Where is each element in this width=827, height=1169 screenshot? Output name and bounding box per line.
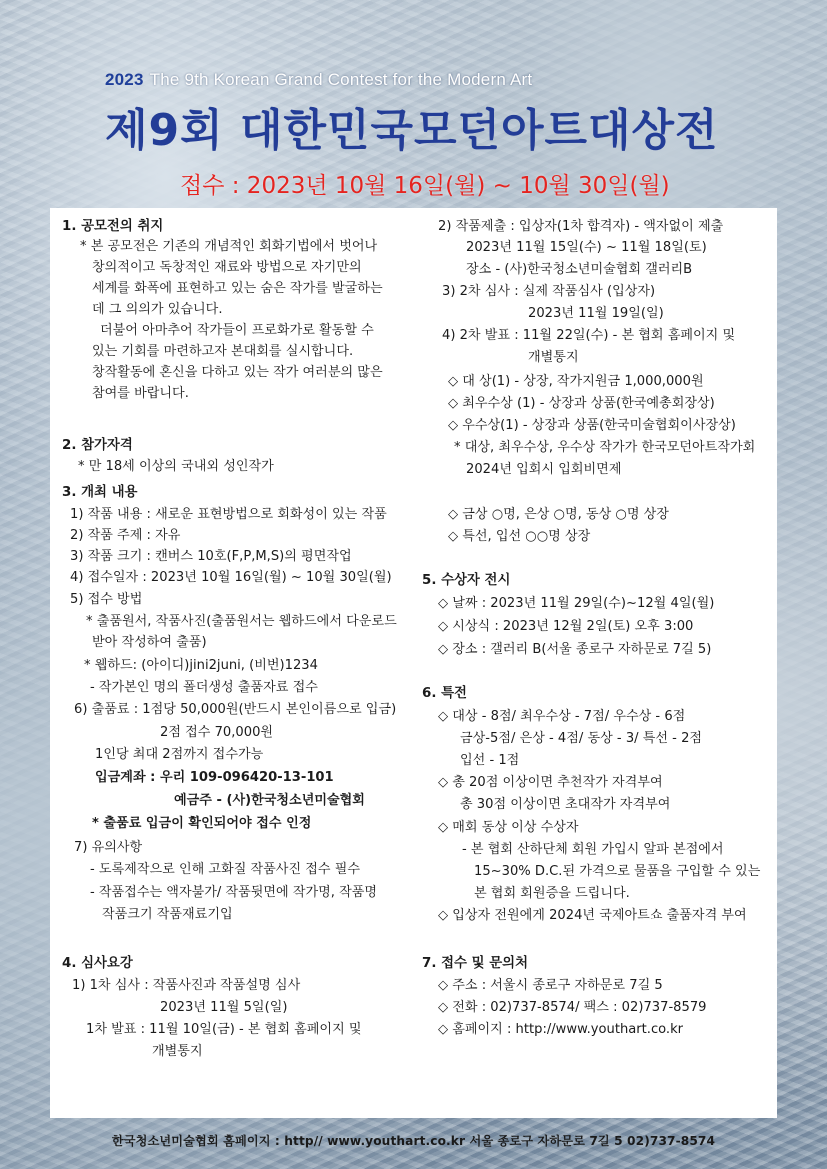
text-line: 7) 유의사항 bbox=[74, 840, 143, 855]
text-line: ◇ 우수상(1) - 상장과 상품(한국미술협회이사장상) bbox=[448, 418, 736, 433]
text-line: - 본 협회 산하단체 회원 가입시 알파 본점에서 bbox=[462, 842, 724, 857]
text-line: * 만 18세 이상의 국내외 성인작가 bbox=[78, 459, 274, 474]
text-line: ◇ 대 상(1) - 상장, 작가지원금 1,000,000원 bbox=[448, 374, 704, 389]
text-line: 2023년 11월 5일(일) bbox=[160, 1000, 288, 1015]
text-line: - 작품접수는 액자불가/ 작품뒷면에 작가명, 작품명 bbox=[90, 885, 378, 900]
section-heading: 1. 공모전의 취지 bbox=[62, 219, 164, 234]
text-line: ◇ 주소 : 서울시 종로구 자하문로 7길 5 bbox=[438, 978, 663, 993]
text-line: * 출품원서, 작품사진(출품원서는 웹하드에서 다운로드 bbox=[86, 614, 397, 629]
text-line: 데 그 의의가 있습니다. bbox=[92, 302, 223, 317]
text-line: ◇ 최우수상 (1) - 상장과 상품(한국예총회장상) bbox=[448, 396, 715, 411]
text-line: 15~30% D.C.된 가격으로 물품을 구입할 수 있는 bbox=[474, 864, 761, 879]
text-line: ◇ 장소 : 갤러리 B(서울 종로구 자하문로 7길 5) bbox=[438, 642, 712, 657]
text-line: ◇ 입상자 전원에게 2024년 국제아트쇼 출품자격 부여 bbox=[438, 908, 747, 923]
text-line: 2023년 11월 19일(일) bbox=[528, 306, 664, 321]
text-line: 개별통지 bbox=[528, 350, 579, 365]
submission-period: 접수 : 2023년 10월 16일(월) ~ 10월 30일(월) bbox=[180, 173, 670, 199]
footer-contact: 한국청소년미술협회 홈페이지 : http// www.youthart.co.kr 서울 종로구 자하문로 7길 5 02)737-8574 bbox=[111, 1134, 716, 1148]
section-heading: 5. 수상자 전시 bbox=[422, 573, 511, 588]
poster-header bbox=[0, 0, 827, 210]
subtitle-year: 2023 bbox=[105, 70, 144, 89]
text-line: ◇ 대상 - 8점/ 최우수상 - 7점/ 우수상 - 6점 bbox=[438, 709, 686, 724]
text-line: 2) 작품 주제 : 자유 bbox=[70, 528, 181, 543]
text-line: 2024년 입회시 입회비면제 bbox=[466, 462, 622, 477]
text-line: 1) 작품 내용 : 새로운 표현방법으로 회화성이 있는 작품 bbox=[70, 507, 387, 522]
text-line: 있는 기회를 마련하고자 본대회를 실시합니다. bbox=[92, 344, 354, 359]
text-line: - 작가본인 명의 폴더생성 출품자료 접수 bbox=[90, 680, 318, 695]
text-line: 세계를 화폭에 표현하고 있는 숨은 작가를 발굴하는 bbox=[92, 281, 383, 296]
text-line: - 도록제작으로 인해 고화질 작품사진 접수 필수 bbox=[90, 862, 361, 877]
text-line: 6) 출품료 : 1점당 50,000원(반드시 본인이름으로 입금) bbox=[74, 702, 397, 717]
text-line: 4) 접수일자 : 2023년 10월 16일(월) ~ 10월 30일(월) bbox=[70, 570, 392, 585]
text-line: ◇ 전화 : 02)737-8574/ 팩스 : 02)737-8579 bbox=[438, 1000, 707, 1015]
text-line: 3) 2차 심사 : 실제 작품심사 (입상자) bbox=[442, 284, 656, 299]
bank-account: 입금계좌 : 우리 109-096420-13-101 bbox=[95, 770, 334, 785]
text-line: 금상-5점/ 은상 - 4점/ 동상 - 3/ 특선 - 2점 bbox=[460, 731, 703, 746]
section-heading: 6. 특전 bbox=[422, 686, 467, 701]
text-line: 1인당 최대 2점까지 접수가능 bbox=[95, 747, 264, 762]
text-line: 3) 작품 크기 : 캔버스 10호(F,P,M,S)의 평면작업 bbox=[70, 549, 352, 564]
section-heading: 7. 접수 및 문의처 bbox=[422, 956, 529, 971]
subtitle bbox=[105, 70, 532, 90]
text-line: 작품크기 작품재료기입 bbox=[102, 907, 233, 922]
subtitle-english: The 9th Korean Grand Contest for the Modern Art bbox=[149, 70, 533, 89]
text-line: ◇ 금상 ○명, 은상 ○명, 동상 ○명 상장 bbox=[448, 507, 669, 522]
text-line: ◇ 특선, 입선 ○○명 상장 bbox=[448, 529, 591, 544]
text-line: 받아 작성하여 출품) bbox=[92, 635, 207, 650]
text-line: * 대상, 최우수상, 우수상 작가가 한국모던아트작가회 bbox=[454, 440, 756, 455]
text-line: 장소 - (사)한국청소년미술협회 갤러리B bbox=[466, 262, 693, 277]
text-line: 입선 - 1점 bbox=[460, 753, 520, 768]
section-heading: 3. 개최 내용 bbox=[62, 485, 138, 500]
text-line: 더불어 아마추어 작가들이 프로화가로 활동할 수 bbox=[100, 323, 374, 338]
text-line: 참여를 바랍니다. bbox=[92, 386, 189, 401]
text-line: 총 30점 이상이면 초대작가 자격부여 bbox=[460, 797, 671, 812]
text-line: 개별통지 bbox=[152, 1044, 203, 1059]
text-line: 1) 1차 심사 : 작품사진과 작품설명 심사 bbox=[72, 978, 301, 993]
text-line: ◇ 총 20점 이상이면 추천작가 자격부여 bbox=[438, 775, 663, 790]
text-line: 2점 접수 70,000원 bbox=[160, 725, 274, 740]
text-line: * 웹하드: (아이디)jini2juni, (비번)1234 bbox=[84, 658, 318, 673]
text-line: * 본 공모전은 기존의 개념적인 회화기법에서 벗어나 bbox=[80, 239, 378, 254]
text-line: * 출품료 입금이 확인되어야 접수 인정 bbox=[92, 816, 312, 831]
text-line: 4) 2차 발표 : 11월 22일(수) - 본 협회 홈페이지 및 bbox=[442, 328, 736, 343]
text-line: 5) 접수 방법 bbox=[70, 592, 143, 607]
text-line: 창의적이고 독창적인 재료와 방법으로 자기만의 bbox=[92, 260, 362, 275]
section-heading: 4. 심사요강 bbox=[62, 956, 133, 971]
text-line: 본 협회 회원증을 드립니다. bbox=[474, 886, 630, 901]
text-line: 1차 발표 : 11월 10일(금) - 본 협회 홈페이지 및 bbox=[86, 1022, 362, 1037]
text-line: ◇ 날짜 : 2023년 11월 29일(수)~12월 4일(월) bbox=[438, 596, 715, 611]
content-panel bbox=[50, 208, 777, 1118]
main-title: 제9회 대한민국모던아트대상전 bbox=[105, 105, 719, 156]
homepage-link[interactable]: ◇ 홈페이지 : http://www.youthart.co.kr bbox=[438, 1022, 684, 1037]
section-heading: 2. 참가자격 bbox=[62, 438, 133, 453]
text-line: ◇ 시상식 : 2023년 12월 2일(토) 오후 3:00 bbox=[438, 619, 694, 634]
text-line: 2023년 11월 15일(수) ~ 11월 18일(토) bbox=[466, 240, 707, 255]
text-line: ◇ 매회 동상 이상 수상자 bbox=[438, 820, 579, 835]
text-line: 2) 작품제출 : 입상자(1차 합격자) - 액자없이 제출 bbox=[438, 219, 724, 234]
account-holder: 예금주 - (사)한국청소년미술협회 bbox=[174, 793, 365, 808]
text-line: 창작활동에 혼신을 다하고 있는 작가 여러분의 많은 bbox=[92, 365, 383, 380]
